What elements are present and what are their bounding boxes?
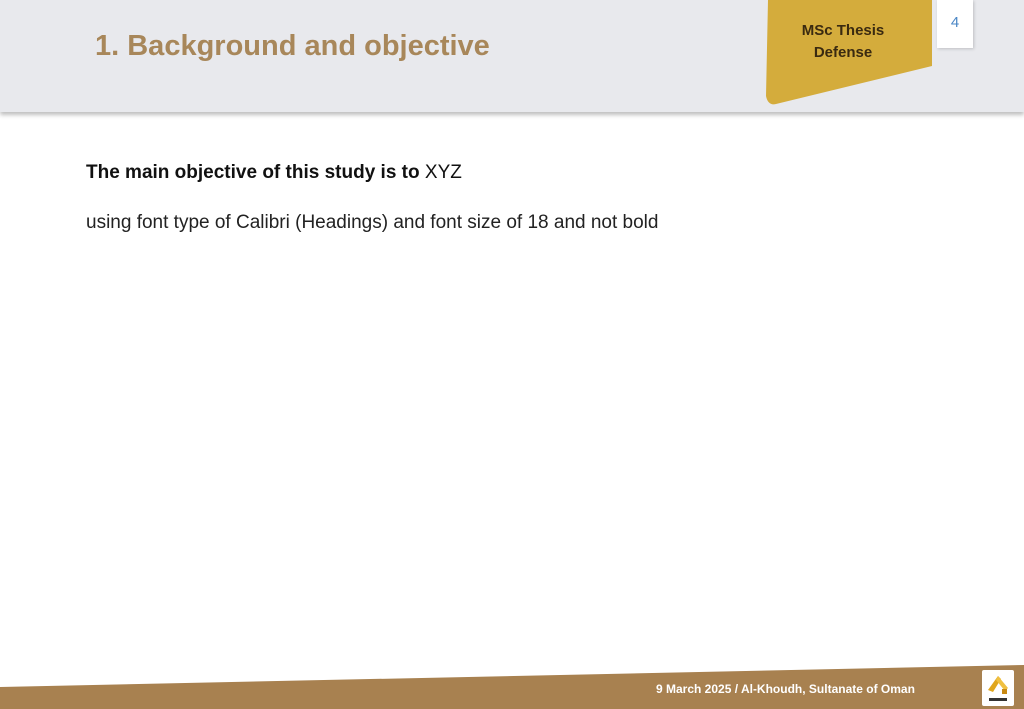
university-logo-icon [982,670,1014,706]
slide-title: 1. Background and objective [95,30,490,62]
footer-text: 9 March 2025 / Al-Khoudh, Sultanate of Oman [656,682,915,696]
objective-statement [86,160,946,186]
objective-value: XYZ [424,162,462,183]
objective-lead: The main objective of this study is to [86,162,420,183]
badge-line-1: MSc Thesis [801,22,885,39]
page-number-tab [937,0,973,48]
instruction-text: using font type of Calibri (Headings) and font size of 18 and not bold [86,212,659,233]
thesis-badge [770,20,916,64]
slide-content [86,160,946,236]
page-number: 4 [950,14,960,31]
badge-line-2: Defense [813,44,873,61]
